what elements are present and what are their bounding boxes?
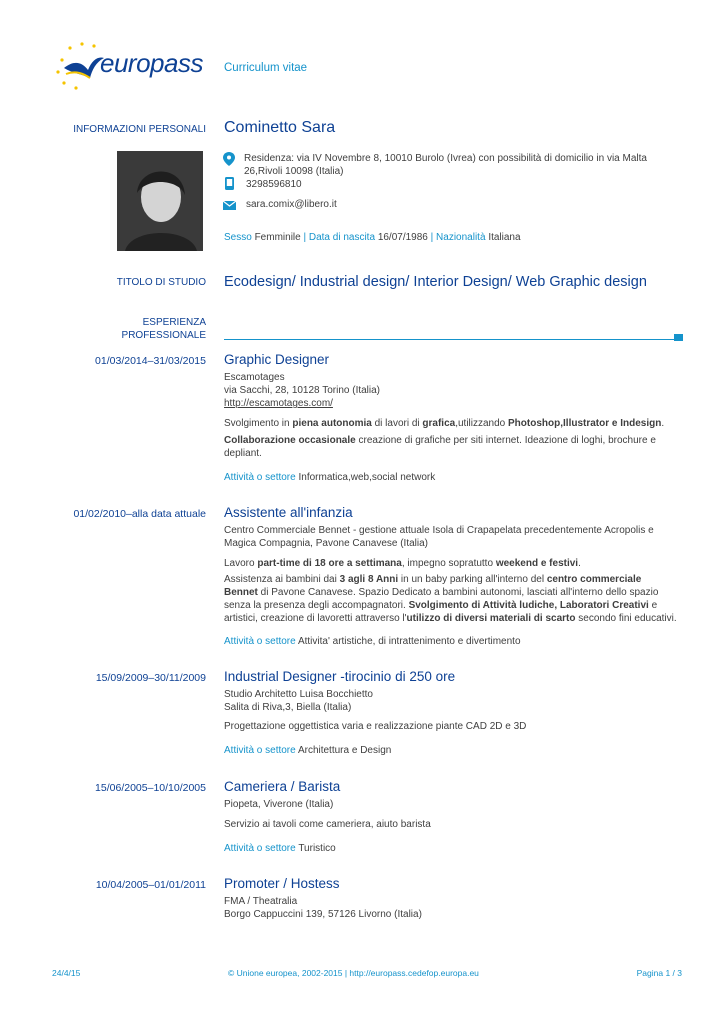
profile-photo-image <box>117 151 203 251</box>
nationality-value: Italiana <box>488 232 521 243</box>
section-divider <box>224 339 674 340</box>
experience-section-label <box>122 316 206 342</box>
desc-bold: weekend e festivi <box>495 558 579 569</box>
job-sector <box>224 744 684 757</box>
job-employer: Piopeta, Viverone (Italia) <box>224 799 334 810</box>
job-dates: 01/02/2010–alla data attuale <box>73 508 206 520</box>
desc-text: di Pavone Canavese. Spazio Dedicato a bambini autonomi, lasciati all'interno dello spazio <box>257 587 659 598</box>
job-sector <box>224 842 684 855</box>
desc-text: Assistenza ai bambini dai <box>224 574 340 585</box>
profile-photo <box>117 151 203 251</box>
study-section-label: TITOLO DI STUDIO <box>116 277 206 288</box>
employer-website-link[interactable]: http://escamotages.com/ <box>224 398 333 409</box>
desc-text: . <box>578 558 581 569</box>
job-employer: Studio Architetto Luisa Bocchietto <box>224 689 373 700</box>
sector-label: Attività o settore <box>224 636 296 647</box>
study-title: Ecodesign/ Industrial design/ Interior Design/ Web Graphic design <box>224 274 647 290</box>
desc-bold: 3 agli 8 Anni <box>339 574 399 585</box>
sector-value: Architettura e Design <box>297 745 392 756</box>
job-description: Servizio ai tavoli come cameriera, aiuto barista <box>224 819 431 830</box>
job-title: Graphic Designer <box>224 352 330 367</box>
experience-label-line2: PROFESSIONALE <box>121 330 206 341</box>
desc-bold: utilizzo di diversi materiali di scarto <box>406 613 576 624</box>
full-name: Cominetto Sara <box>224 119 336 136</box>
desc-text: e <box>648 600 658 611</box>
desc-text: in un baby parking all'interno del <box>398 574 547 585</box>
logo-text: europass <box>100 48 203 78</box>
job-address: via Sacchi, 28, 10128 Torino (Italia) <box>224 385 381 396</box>
nationality-label: Nazionalità <box>436 232 486 243</box>
sex-value: Femminile <box>254 232 301 243</box>
section-divider-marker <box>674 334 683 341</box>
job-dates: 10/04/2005–01/01/2011 <box>95 879 206 891</box>
sector-label: Attività o settore <box>224 843 296 854</box>
desc-text: Lavoro <box>224 558 258 569</box>
sector-label: Attività o settore <box>224 745 296 756</box>
job-description: Progettazione oggettistica varia e realizzazione piante CAD 2D e 3D <box>224 721 527 732</box>
footer-date: 24/4/15 <box>52 968 81 978</box>
separator: | <box>303 232 307 243</box>
job-sector <box>224 471 684 484</box>
desc-text: artistici, creazione di lavoretti attraverso l' <box>224 613 407 624</box>
job-employer: Centro Commerciale Bennet - gestione attuale Isola di Crapapelata precedentemente Acropolis e <box>224 525 654 536</box>
sector-label: Attività o settore <box>224 472 296 483</box>
desc-text: senza la presenza degli accompagnatori. <box>224 600 409 611</box>
doc-title: Curriculum vitae <box>224 62 308 74</box>
job-description-1 <box>224 417 704 430</box>
address-line2: 26,Rivoli 10098 (Italia) <box>244 166 344 177</box>
desc-text: creazione di grafiche per siti internet. Ideazione di loghi, brochure e <box>355 435 656 446</box>
desc-bold: Photoshop,Illustrator e Indesign <box>508 418 662 429</box>
sex-label: Sesso <box>224 232 252 243</box>
job-employer: Escamotages <box>224 372 285 383</box>
location-pin-icon <box>223 152 235 166</box>
sector-value: Turistico <box>298 843 336 854</box>
address-line1: Residenza: via IV Novembre 8, 10010 Burolo (Ivrea) con possibilità di domicilio in via Malta <box>244 153 647 164</box>
email-icon <box>223 201 236 210</box>
job-employer: FMA / Theatralia <box>224 896 298 907</box>
email-address[interactable]: sara.comix@libero.it <box>246 199 337 210</box>
desc-bold: Collaborazione occasionale <box>224 435 356 446</box>
job-description-1 <box>224 557 704 570</box>
phone-number[interactable]: 3298596810 <box>246 179 302 190</box>
desc-bold: grafica <box>422 418 456 429</box>
sector-value: Informatica,web,social network <box>298 472 436 483</box>
personal-details-row <box>224 232 521 243</box>
footer-page-number: Pagina 1 / 3 <box>636 968 682 978</box>
desc-bold: Svolgimento di Attività ludiche, Laboratori Creativi <box>408 600 649 611</box>
mobile-phone-icon <box>225 177 234 190</box>
desc-bold: centro commerciale <box>546 574 642 585</box>
job-description-2 <box>224 434 704 447</box>
desc-text: secondo fini educativi. <box>575 613 677 624</box>
job-address: Salita di Riva,3, Biella (Italia) <box>224 702 352 713</box>
job-dates: 01/03/2014–31/03/2015 <box>95 355 206 367</box>
job-dates: 15/09/2009–30/11/2009 <box>95 672 206 684</box>
job-link <box>224 397 684 410</box>
desc-bold: part-time di 18 ore a settimana <box>257 558 402 569</box>
job-sector <box>224 635 684 648</box>
desc-text: ,utilizzando <box>455 418 509 429</box>
dob-label: Data di nascita <box>308 232 376 243</box>
europass-logo <box>52 40 212 90</box>
desc-bold: Bennet <box>224 587 258 598</box>
desc-text: di lavori di <box>371 418 423 429</box>
footer-copyright: © Unione europea, 2002-2015 | http://europass.cedefop.europa.eu <box>228 968 479 978</box>
job-address: Borgo Cappuccini 139, 57126 Livorno (Italia) <box>224 909 422 920</box>
desc-text: , impegno sopratutto <box>401 558 496 569</box>
desc-text: Svolgimento in <box>224 418 293 429</box>
job-title: Assistente all'infanzia <box>224 505 353 520</box>
job-title: Promoter / Hostess <box>224 876 340 891</box>
job-title: Industrial Designer -tirocinio di 250 ore <box>224 669 456 684</box>
job-description-2 <box>224 573 704 625</box>
sector-value: Attivita' artistiche, di intrattenimento e divertimento <box>297 636 521 647</box>
desc-text: . <box>661 418 665 429</box>
job-description-2b: depliant. <box>224 448 262 459</box>
job-title: Cameriera / Barista <box>224 779 341 794</box>
job-employer: Magica Compagnia, Pavone Canavese (Italia) <box>224 538 428 549</box>
experience-label-line1: ESPERIENZA <box>142 317 206 328</box>
separator: | <box>430 232 434 243</box>
personal-section-label: INFORMAZIONI PERSONALI <box>73 124 206 135</box>
dob-value: 16/07/1986 <box>377 232 428 243</box>
job-dates: 15/06/2005–10/10/2005 <box>95 782 206 794</box>
desc-bold: piena autonomia <box>292 418 372 429</box>
